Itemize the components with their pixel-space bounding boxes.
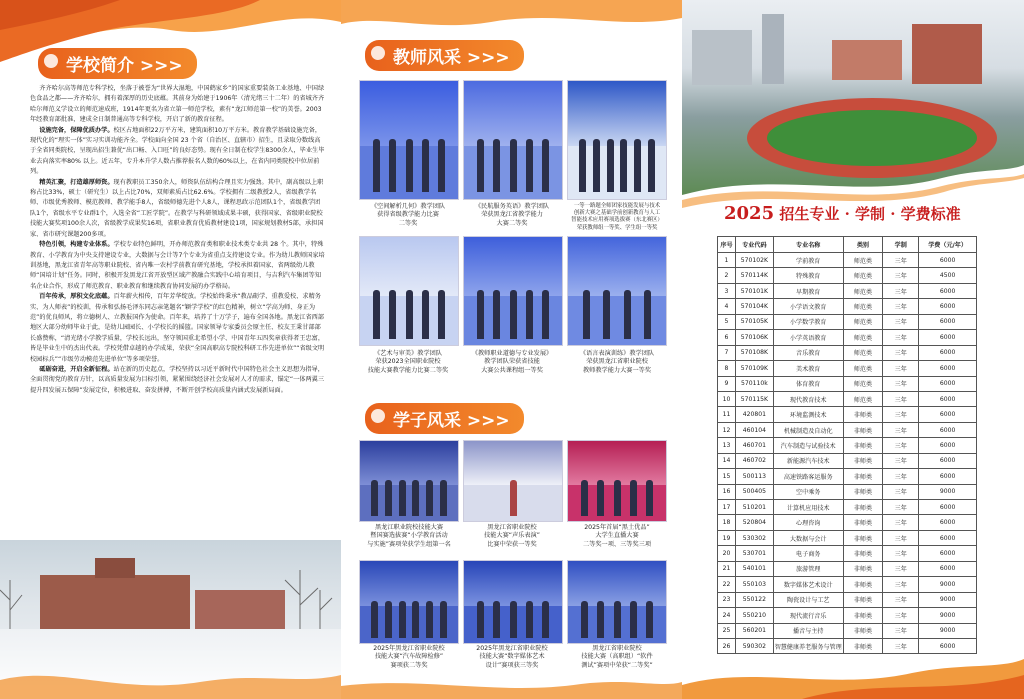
table-cell: 6000 [919,561,977,576]
table-cell: 旅游管理 [773,561,843,576]
table-cell: 6000 [919,469,977,484]
table-cell: 师范类 [843,361,883,376]
showcase-panel [341,0,682,699]
table-cell: 三年 [883,438,919,453]
school-intro-text [30,84,326,396]
teacher-photo-3 [567,80,667,200]
table-cell: 数字媒体艺术设计 [773,577,843,592]
table-cell: 420801 [735,407,773,422]
table-cell: 计算机应用技术 [773,500,843,515]
student-caption-5: 2025年黑龙江省职业院校 技能大赛“数字媒体艺术 设计”赛项获三等奖 [476,645,548,669]
fee-title-year: 2025 [724,203,775,224]
table-cell: 25 [718,623,736,638]
intro-paragraph: 设施完备，保障优质办学。校区占地面积22万平方米，建筑面积10万平方米。教育教学基础设施完备，现代化的“理实一体”实习实训功能齐全。学校面向全国 23 个省（自治区、直辖市）招生，且录取分数线高于全省同类院校，呈现出招生兼优“出口畅、入口旺”的良好态势。现有全日制在校学生8300余人，毕业生毕业去向落实率80% 以上。近五年，专升本升学人数占推荐报名人数的60%以上，在省内同类院校中位居前列。 [30,126,325,176]
teacher-photo-4 [359,236,459,346]
intro-paragraph: 特色引领，构建专业体系。学校专业特色鲜明，开办师范教育类和职业技术类专业共 28 个。其中，特殊教育、小学教育为中央支持建设专业，大数据与会计等7个专业为省重点支持建设专业。作为幼儿教师国家培训基地，黑龙江省青年高等职业院校、省内唯一农村学前教育研究基地，学校承担着国家、省两级幼儿教师“国培计划”任务。同时，积极开发黑龙江省开放型区域产教融合实践中心培育项目，与吉利汽车集团等知名企业合作，形成了师范教育、职业教育和继续教育协同发展的办学格局。 [30,241,325,290]
school-intro-heading [38,48,197,79]
table-cell: 6000 [919,407,977,422]
table-cell: 机械制造及自动化 [773,422,843,437]
table-cell: 570109K [735,361,773,376]
table-row [718,515,977,530]
table-cell: 18 [718,515,736,530]
table-cell: 师范类 [843,391,883,406]
table-cell: 2 [718,268,736,283]
table-cell: 9000 [919,623,977,638]
table-row [718,453,977,468]
table-cell: 三年 [883,608,919,623]
table-cell: 三年 [883,592,919,607]
teacher-caption-5: 《教师职业道德与专业发展》 教学团队荣获省技能 大赛公共课程组一等奖 [471,350,553,374]
intro-paragraph: 百年传承，厚积文化底蕴。百年薪火相传，百年芳华绽放。学校始终秉承“教品砺学、重教爱校、求精务实、为人师表”的校训，传承和弘扬毛泽东同志亲笔题名“颖学学校”的红色精神，树立“学高为师、身正为范”的优良师风，将立德树人、立教报国作为使命。百年来，培养了十万学子，遍布全国各地。黑龙江省西部地区大部分幼师毕业于此，是幼儿园园长、小学校长的摇篮。国家领导专家委员会原主任、校友王秉甘部部长盛赞称，“清光绪小学教学质量，学校长远出，坚守领国重北希望小学、中国青年五四奖章获得者王忠富，皆是毕业生中的杰出代表。学校凭借卓越的办学成果，荣获“全国高职高专院校科研工作先进单位”“省级文明校园标兵”“市级劳动模范先进单位”等多项荣誉。 [30,293,325,363]
table-cell: 三年 [883,330,919,345]
table-row [718,268,977,283]
table-row [718,422,977,437]
table-cell: 非师类 [843,561,883,576]
table-cell: 570105K [735,314,773,329]
table-cell: 14 [718,453,736,468]
table-cell: 三年 [883,268,919,283]
decorative-wave-bottom [682,655,1024,699]
column-header: 专业代码 [735,237,773,253]
table-cell: 师范类 [843,314,883,329]
table-cell: 570108K [735,345,773,360]
table-cell: 汽车制造与试验技术 [773,438,843,453]
table-row [718,283,977,298]
table-cell: 非师类 [843,577,883,592]
table-cell: 22 [718,577,736,592]
table-cell: 6000 [919,515,977,530]
table-cell: 5 [718,314,736,329]
table-cell: 智慧健康养老服务与管理 [773,638,843,653]
table-cell: 陶瓷设计与工艺 [773,592,843,607]
table-cell: 6000 [919,299,977,314]
student-photo-6 [567,560,667,644]
student-photo-2 [463,440,563,522]
table-cell: 非师类 [843,438,883,453]
table-cell: 570106K [735,330,773,345]
school-intro-heading-label: 学校简介 >>> [38,48,197,79]
table-cell: 三年 [883,376,919,391]
fee-table [717,236,977,654]
table-cell: 三年 [883,561,919,576]
fee-table-body [718,253,977,654]
table-cell: 非师类 [843,469,883,484]
table-cell: 三年 [883,299,919,314]
table-row [718,376,977,391]
teacher-caption-1: 《空间解析几何》教学团队 获得省级教学能力比赛 二等奖 [370,203,446,227]
teacher-photo-2 [463,80,563,200]
teacher-section-heading-label: 教师风采 >>> [365,40,524,71]
table-cell: 520804 [735,515,773,530]
table-cell: 早期教育 [773,283,843,298]
table-cell: 师范类 [843,345,883,360]
table-cell: 空中乘务 [773,484,843,499]
table-cell: 9000 [919,608,977,623]
table-cell: 非师类 [843,422,883,437]
table-cell: 环境监测技术 [773,407,843,422]
table-cell: 570114K [735,268,773,283]
intro-paragraph: 精英汇聚，打造雄厚师资。现有教职员工350余人，师资队伍结构合理且实力强劲。其中，副高级以上职称占比33%，硕士（研究生）以上占比70%，双师素质占比62.6%。学校拥有二级教授2人，省级教学名师、市级优秀教师、模范教师、教学能手8人，省级师德先进个人8人，课程思政示范团队1个，省级教学团队1个，省级水平专业群1个，入选全省“工匠学院”。在教学与科研领域成果丰硕，获得国家、省级职业院校技能大赛奖项100余人次，省级教学成果奖16项，省职业教育优质教材建设1项，国家规划教材5部，承担国家、省市研究课题200多项。 [30,178,324,238]
table-cell: 530701 [735,546,773,561]
table-cell: 美术教育 [773,361,843,376]
table-cell: 师范类 [843,376,883,391]
table-cell: 小学英语教育 [773,330,843,345]
student-section-heading [365,403,524,434]
table-cell: 三年 [883,623,919,638]
table-cell: 三年 [883,530,919,545]
table-cell: 电子商务 [773,546,843,561]
student-caption-3: 2025年首届“黑土优品” 大学生直播大赛 二等奖一项、三等奖三项 [582,524,652,548]
table-row [718,561,977,576]
table-cell: 三年 [883,253,919,268]
table-cell: 师范类 [843,330,883,345]
table-row [718,638,977,653]
table-cell: 非师类 [843,530,883,545]
table-cell: 现代流行音乐 [773,608,843,623]
table-cell: 非师类 [843,623,883,638]
table-cell: 12 [718,422,736,437]
table-cell: 6000 [919,546,977,561]
table-cell: 15 [718,469,736,484]
table-cell: 460701 [735,438,773,453]
table-cell: 现代教育技术 [773,391,843,406]
intro-paragraph: 齐齐哈尔高等师范专科学校，坐落于被誉为“世界大湿地，中国鹤家乡”的国家重要装备工业基地、中国绿色食品之都——齐齐哈尔，拥有着深厚的历史底蕴。其前身为始建于1906年（清光绪三十二年）的省城齐齐哈尔师范义学设立的师范速成班，1914年更名为省立第一师范学校，素有“龙江师范第一校”的美誉。2003 年经教育部批准，建成全日制普通高等专科学校，开启了新的教育征程。 [30,85,325,124]
table-cell: 1 [718,253,736,268]
table-row [718,469,977,484]
column-header: 学费（元/年） [919,237,977,253]
table-cell: 6000 [919,361,977,376]
school-intro-panel [0,0,341,699]
table-cell: 三年 [883,484,919,499]
table-cell: 三年 [883,407,919,422]
table-cell: 460104 [735,422,773,437]
table-cell: 6000 [919,453,977,468]
intro-paragraph: 砥砺奋进，开启全新征程。站在新的历史起点，学校坚持以习近平新时代中国特色社会主义思想为指导，全面贯彻党的教育方针，以高质量发展为目标引领，紧紧围绕经济社会发展对人才的需求，锚定“一体两翼三提升四发展五保障”发展定位，积极进取、奋发拼搏，不断开创学校高质量内涵式发展新局面。 [30,365,325,394]
table-row [718,592,977,607]
table-row [718,330,977,345]
table-row [718,546,977,561]
fee-table-header-row [718,237,977,253]
table-cell: 体育教育 [773,376,843,391]
table-cell: 非师类 [843,546,883,561]
table-cell: 6000 [919,283,977,298]
column-header: 专业名称 [773,237,843,253]
table-cell: 500405 [735,484,773,499]
student-photo-1 [359,440,459,522]
table-row [718,623,977,638]
teacher-photo-5 [463,236,563,346]
student-caption-2: 黑龙江省职业院校 技能大赛“声乐表演” 比赛中荣获一等奖 [484,524,540,548]
table-cell: 学前教育 [773,253,843,268]
table-cell: 9 [718,376,736,391]
table-cell: 8 [718,361,736,376]
table-cell: 570101K [735,283,773,298]
table-cell: 550103 [735,577,773,592]
table-cell: 三年 [883,638,919,653]
table-cell: 570110k [735,376,773,391]
table-cell: 26 [718,638,736,653]
table-cell: 6000 [919,376,977,391]
table-cell: 三年 [883,314,919,329]
table-row [718,314,977,329]
decorative-wave-bottom [0,660,341,699]
table-cell: 21 [718,561,736,576]
table-cell: 三年 [883,345,919,360]
table-cell: 6000 [919,391,977,406]
table-row [718,577,977,592]
table-cell: 4500 [919,268,977,283]
table-row [718,407,977,422]
table-cell: 三年 [883,500,919,515]
table-cell: 510201 [735,500,773,515]
table-cell: 高速铁路客运服务 [773,469,843,484]
table-cell: 13 [718,438,736,453]
table-cell: 570102K [735,253,773,268]
table-cell: 播音与主持 [773,623,843,638]
table-row [718,391,977,406]
table-row [718,361,977,376]
student-section-heading-label: 学子风采 >>> [365,403,524,434]
table-row [718,345,977,360]
table-cell: 9000 [919,592,977,607]
table-cell: 三年 [883,422,919,437]
table-cell: 非师类 [843,500,883,515]
decorative-wave-top [341,0,682,40]
table-cell: 特殊教育 [773,268,843,283]
table-cell: 550122 [735,592,773,607]
table-cell: 非师类 [843,592,883,607]
table-cell: 6000 [919,422,977,437]
column-header: 类别 [843,237,883,253]
teacher-caption-3: 一等一路题全师团家技能发展与技术 创新大赛之基础学前创新教育与人工 智能技术应用赛项选拔赛（东北赛区） 荣获教师组一等奖、学生组一等奖 [571,203,663,231]
table-cell: 6 [718,330,736,345]
table-cell: 9000 [919,577,977,592]
table-cell: 非师类 [843,608,883,623]
table-cell: 心理咨询 [773,515,843,530]
table-cell: 23 [718,592,736,607]
table-cell: 6000 [919,253,977,268]
student-caption-4: 2025年黑龙江省职业院校 技能大赛“汽车故障检修” 赛项获二等奖 [373,645,445,669]
student-caption-6: 黑龙江省职业院校 技能大赛（高职组）“软件 测试”赛项中荣获“二等奖” [581,645,653,669]
table-cell: 6000 [919,330,977,345]
table-row [718,500,977,515]
student-caption-1: 黑龙江职业院校技能大赛 暨国赛选拔赛“小学教育活动 与实施”赛项荣获学生组第一名 [367,524,451,548]
table-row [718,299,977,314]
table-cell: 10 [718,391,736,406]
table-cell: 6000 [919,314,977,329]
fee-title-text: 招生专业 · 学制 · 学费标准 [779,205,961,223]
table-cell: 7 [718,345,736,360]
table-cell: 三年 [883,546,919,561]
table-cell: 三年 [883,283,919,298]
table-cell: 6000 [919,500,977,515]
table-cell: 非师类 [843,484,883,499]
table-cell: 非师类 [843,515,883,530]
table-cell: 非师类 [843,407,883,422]
table-cell: 550210 [735,608,773,623]
table-cell: 新能源汽车技术 [773,453,843,468]
teacher-caption-6: 《语言表演训练》教学团队 荣获黑龙江省职业院校 教师教学能力大赛一等奖 [579,350,655,374]
table-cell: 师范类 [843,283,883,298]
table-cell: 500113 [735,469,773,484]
table-cell: 570115K [735,391,773,406]
table-cell: 三年 [883,453,919,468]
table-cell: 16 [718,484,736,499]
table-cell: 师范类 [843,253,883,268]
student-photo-3 [567,440,667,522]
table-cell: 三年 [883,361,919,376]
table-row [718,484,977,499]
table-cell: 590302 [735,638,773,653]
table-cell: 6000 [919,530,977,545]
table-cell: 460702 [735,453,773,468]
table-cell: 非师类 [843,453,883,468]
table-cell: 音乐教育 [773,345,843,360]
table-cell: 11 [718,407,736,422]
table-cell: 6000 [919,438,977,453]
teacher-photo-6 [567,236,667,346]
table-cell: 师范类 [843,268,883,283]
fee-table-title [724,203,961,224]
student-photo-4 [359,560,459,644]
table-cell: 17 [718,500,736,515]
decorative-wave-mid [682,150,1024,210]
table-cell: 3 [718,283,736,298]
teacher-caption-4: 《艺术与审美》教学团队 荣获2023全国职业院校 技能大赛教学能力比赛二等奖 [367,350,449,374]
table-cell: 9000 [919,484,977,499]
teacher-section-heading [365,40,524,71]
table-cell: 大数据与会计 [773,530,843,545]
table-row [718,253,977,268]
table-cell: 三年 [883,577,919,592]
teacher-caption-2: 《民航服务英语》教学团队 荣获黑龙江省教学能力 大赛二等奖 [474,203,550,227]
table-cell: 6000 [919,345,977,360]
table-cell: 530302 [735,530,773,545]
table-cell: 24 [718,608,736,623]
table-cell: 非师类 [843,638,883,653]
table-cell: 570104K [735,299,773,314]
column-header: 序号 [718,237,736,253]
table-cell: 6000 [919,638,977,653]
teacher-photo-1 [359,80,459,200]
table-cell: 540101 [735,561,773,576]
table-row [718,530,977,545]
column-header: 学制 [883,237,919,253]
table-cell: 19 [718,530,736,545]
table-cell: 小学语文教育 [773,299,843,314]
decorative-wave-bottom [341,676,682,699]
table-cell: 560201 [735,623,773,638]
student-photo-5 [463,560,563,644]
table-cell: 师范类 [843,299,883,314]
table-cell: 4 [718,299,736,314]
table-cell: 三年 [883,515,919,530]
table-row [718,438,977,453]
table-cell: 20 [718,546,736,561]
table-row [718,608,977,623]
table-cell: 三年 [883,391,919,406]
table-cell: 小学数学教育 [773,314,843,329]
table-cell: 三年 [883,469,919,484]
